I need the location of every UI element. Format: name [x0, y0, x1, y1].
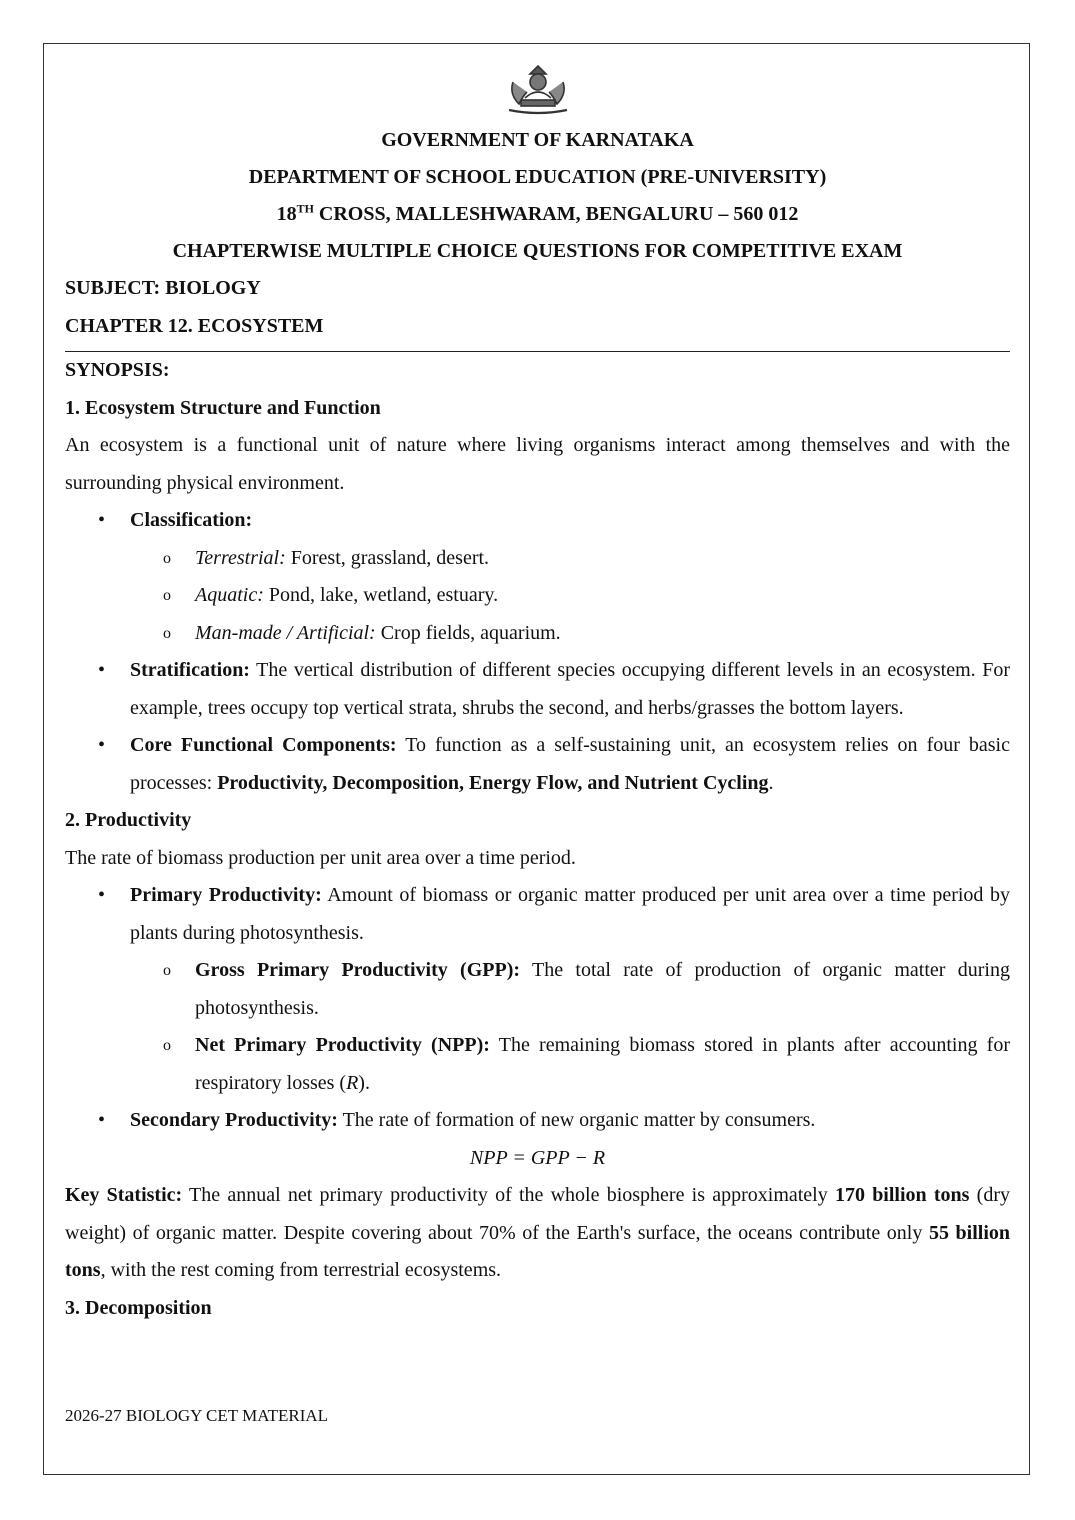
page-footer: 2026-27 BIOLOGY CET MATERIAL: [65, 1406, 329, 1425]
key-statistic-paragraph: Key Statistic: The annual net primary productivity of the whole biosphere is approximately 170 billion tons (dry weight) of organic matter. Despite covering about 70% of the Earth's surface, the oceans contribute only 55 billion tons, with the rest coming from terrestrial ecosystems.: [65, 1184, 1010, 1281]
sub-list-item: o Aquatic: Pond, lake, wetland, estuary.: [65, 577, 1010, 615]
address-line: 18TH CROSS, MALLESHWARAM, BENGALURU – 560 012: [276, 201, 799, 225]
circle-bullet-icon: o: [163, 587, 171, 604]
section-heading: 2. Productivity: [65, 809, 192, 831]
list-item: • Primary Productivity: Amount of biomass or organic matter produced per unit area over a time period by plants during photosynthesis.: [65, 877, 1010, 952]
synopsis-title: SYNOPSIS:: [65, 359, 170, 381]
circle-bullet-icon: o: [163, 624, 171, 642]
circle-bullet-icon: o: [163, 549, 171, 567]
bullet-icon: •: [98, 734, 106, 756]
subject-label: SUBJECT: BIOLOGY: [65, 277, 261, 299]
document-title: CHAPTERWISE MULTIPLE CHOICE QUESTIONS FOR COMPETITIVE EXAM: [172, 240, 903, 262]
section-heading: 1. Ecosystem Structure and Function: [65, 396, 381, 419]
circle-bullet-icon: o: [163, 1037, 171, 1054]
list-item: • Core Functional Components: To function as a self-sustaining unit, an ecosystem relies on four basic processes: Productivity, Decomposition, Energy Flow, and Nutrient Cycling.: [65, 727, 1010, 802]
section-heading: 3. Decomposition: [65, 1296, 212, 1319]
bullet-icon: •: [98, 1109, 106, 1131]
list-item: • Secondary Productivity: The rate of formation of new organic matter by consumers.: [65, 1102, 1010, 1140]
paragraph: The rate of biomass production per unit area over a time period.: [65, 846, 576, 869]
chapter-label: CHAPTER 12. ECOSYSTEM: [65, 314, 324, 337]
sub-list-item: o Net Primary Productivity (NPP): The remaining biomass stored in plants after accounting for respiratory losses (R).: [65, 1027, 1010, 1102]
sub-list-item: o Terrestrial: Forest, grassland, desert.: [65, 540, 1010, 578]
npp-formula: NPP = GPP − R: [469, 1146, 606, 1169]
govt-title: GOVERNMENT OF KARNATAKA: [381, 129, 694, 151]
sub-list-item: o Man-made / Artificial: Crop fields, aquarium.: [65, 615, 1010, 653]
bullet-icon: •: [98, 659, 106, 681]
sub-list-item: o Gross Primary Productivity (GPP): The total rate of production of organic matter during photosynthesis.: [65, 952, 1010, 1027]
bullet-icon: •: [98, 884, 106, 906]
page-content: [65, 60, 1010, 1327]
bullet-icon: •: [98, 509, 106, 531]
department-title: DEPARTMENT OF SCHOOL EDUCATION (PRE-UNIVERSITY): [248, 166, 827, 188]
paragraph: An ecosystem is a functional unit of nature where living organisms interact among themselves and with the surrounding physical environment.: [65, 434, 1010, 494]
circle-bullet-icon: o: [163, 962, 171, 979]
karnataka-emblem-icon: [503, 60, 573, 116]
list-item: • Classification:: [65, 502, 1010, 540]
list-item: • Stratification: The vertical distribution of different species occupying different levels in an ecosystem. For example, trees occupy top vertical strata, shrubs the second, and herbs/grasses the bottom layers.: [65, 652, 1010, 727]
